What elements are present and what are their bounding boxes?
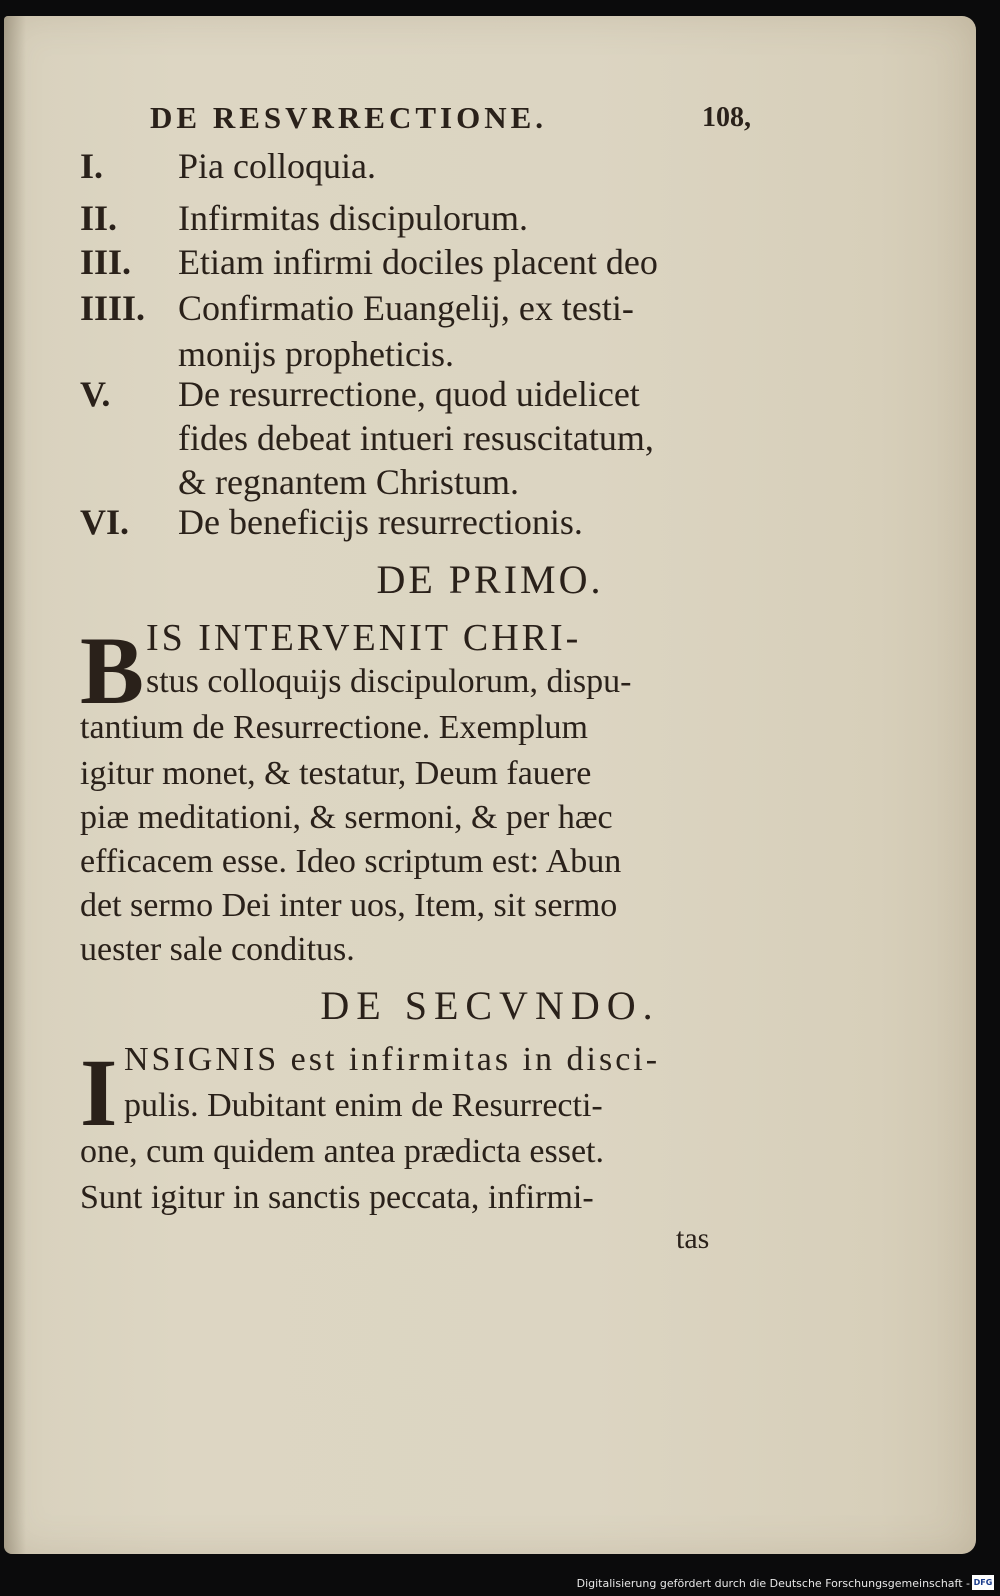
page-number: 108, bbox=[702, 102, 751, 133]
paragraph-line: det sermo Dei inter uos, Item, sit sermo bbox=[80, 887, 618, 924]
paragraph-line: Sunt igitur in sanctis peccata, infirmi- bbox=[80, 1179, 594, 1216]
paragraph-line: uester sale conditus. bbox=[80, 931, 355, 968]
list-text: Confirmatio Euangelij, ex testi- bbox=[178, 288, 634, 328]
digitization-credit: Digitalisierung gefördert durch die Deutsche Forschungsgemeinschaft - bbox=[576, 1577, 970, 1590]
list-text: De beneficijs resurrectionis. bbox=[178, 502, 583, 542]
paragraph-line: one, cum quidem antea prædicta esset. bbox=[80, 1133, 604, 1170]
paragraph-line: stus colloquijs discipulorum, dispu- bbox=[146, 663, 632, 700]
list-text: & regnantem Christum. bbox=[178, 462, 519, 502]
paragraph-line: NSIGNIS est infirmitas in disci- bbox=[124, 1041, 661, 1078]
list-text: fides debeat intueri resuscitatum, bbox=[178, 418, 654, 458]
running-head: DE RESVRRECTIONE. bbox=[150, 100, 548, 135]
paragraph-line: pulis. Dubitant enim de Resurrecti- bbox=[124, 1087, 603, 1124]
dfg-logo: DFG bbox=[972, 1575, 994, 1590]
list-number: IIII. bbox=[80, 288, 146, 328]
scanned-page bbox=[4, 16, 976, 1554]
list-number: II. bbox=[80, 198, 118, 238]
list-text: Etiam infirmi dociles placent deo bbox=[178, 242, 658, 282]
drop-cap: I bbox=[80, 1039, 118, 1146]
drop-cap: B bbox=[80, 617, 145, 724]
paragraph-line: efficacem esse. Ideo scriptum est: Abun bbox=[80, 843, 622, 880]
paragraph-line: IS INTERVENIT CHRI- bbox=[146, 617, 582, 659]
paragraph-line: piæ meditationi, & sermoni, & per hæc bbox=[80, 799, 613, 836]
list-text: Infirmitas discipulorum. bbox=[178, 198, 528, 238]
list-number: I. bbox=[80, 146, 104, 186]
paragraph-line: igitur monet, & testatur, Deum fauere bbox=[80, 755, 592, 792]
list-number: VI. bbox=[80, 502, 130, 542]
list-text: Pia colloquia. bbox=[178, 146, 376, 186]
list-number: V. bbox=[80, 374, 111, 414]
list-number: III. bbox=[80, 242, 132, 282]
catchword: tas bbox=[676, 1222, 710, 1255]
section-heading: DE PRIMO. bbox=[376, 557, 604, 602]
list-text: De resurrectione, quod uidelicet bbox=[178, 374, 640, 414]
section-heading: DE SECVNDO. bbox=[320, 983, 660, 1028]
paragraph-line: tantium de Resurrectione. Exemplum bbox=[80, 709, 588, 746]
list-text: monijs propheticis. bbox=[178, 334, 454, 374]
